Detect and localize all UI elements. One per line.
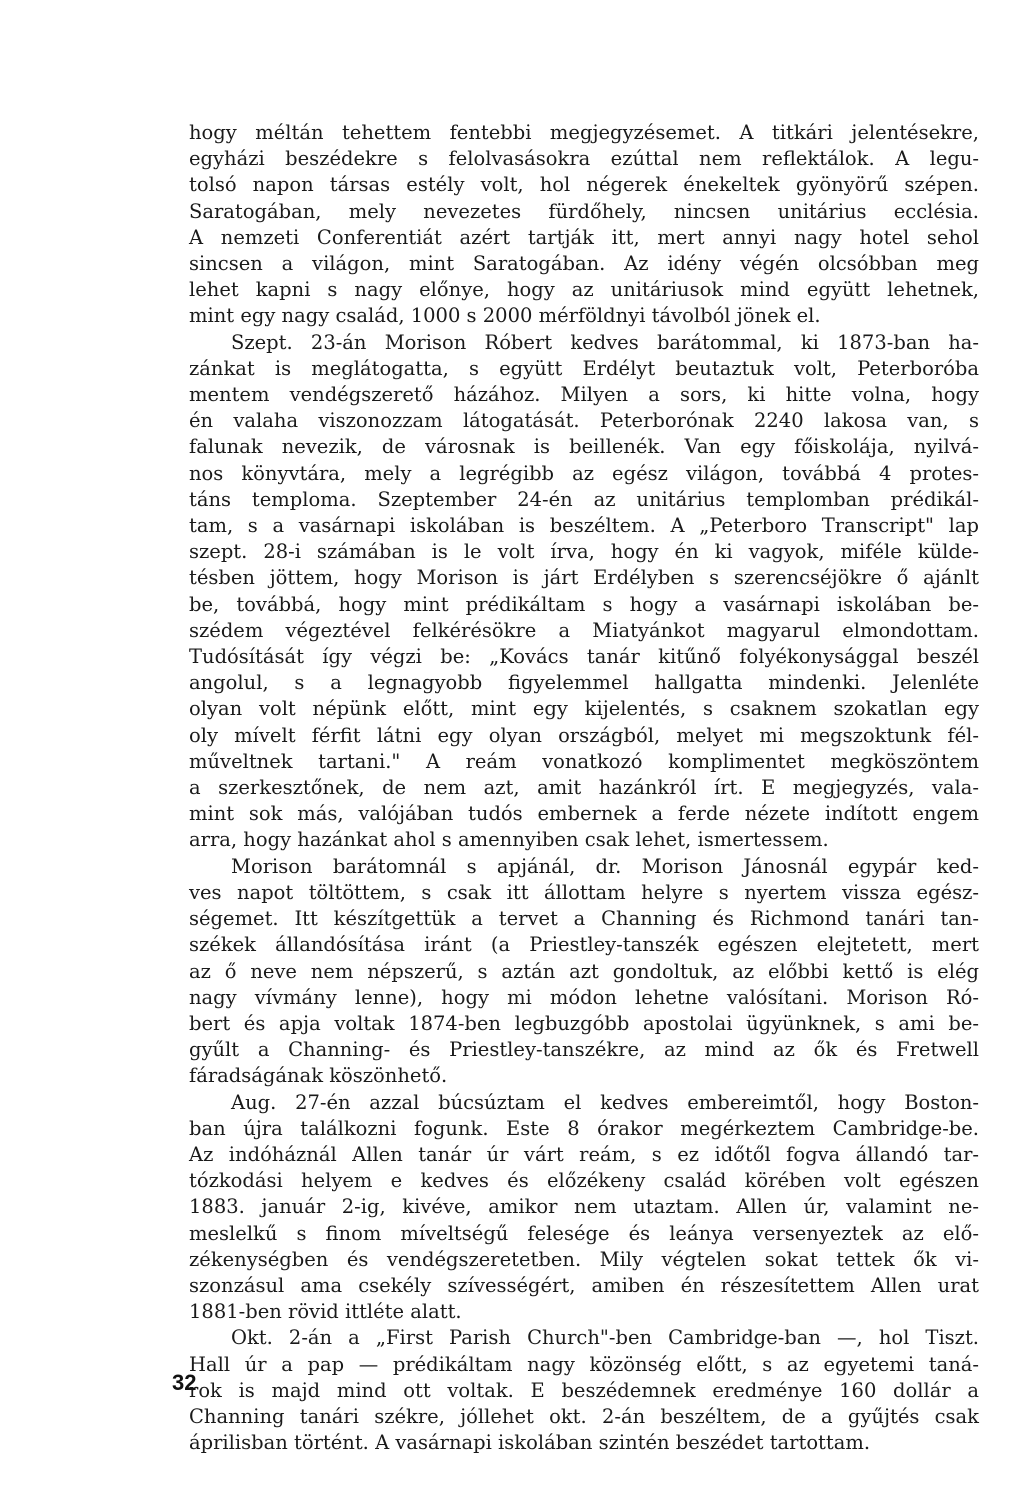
paragraph [189, 330, 979, 854]
text-line: az ő neve nem népszerű, s aztán azt gondoltuk, az előbbi kettő is elég [189, 959, 979, 983]
text-line: oly mívelt férfit látni egy olyan országból, melyet mi megszoktunk fél- [189, 723, 979, 747]
text-line: tolsó napon társas estély volt, hol négerek énekeltek gyönyörű szépen. [189, 173, 979, 197]
text-line: Tudósítását így végzi be: „Kovács tanár kitűnő folyékonysággal beszél [189, 645, 979, 669]
text-line: arra, hogy hazánkat ahol s amennyiben csak lehet, ismertessem. [189, 828, 829, 852]
text-line: áprilisban történt. A vasárnapi iskolában szintén beszédet tartottam. [189, 1431, 871, 1455]
text-line: ségemet. Itt készítgettük a tervet a Channing és Richmond tanári tan- [189, 907, 979, 931]
text-line: székek állandósítása iránt (a Priestley-tanszék egészen elejtetett, mert [189, 933, 979, 957]
text-line: bert és apja voltak 1874-ben legbuzgóbb apostolai ügyünknek, s ami be- [189, 1011, 979, 1035]
text-line: 1881-ben rövid ittléte alatt. [189, 1300, 462, 1324]
text-line: 1883. január 2-ig, kivéve, amikor nem utaztam. Allen úr, valamint ne- [189, 1195, 979, 1219]
page-number: 32 [172, 1370, 197, 1395]
paragraph [189, 120, 979, 330]
text-line: én valaha viszonozzam látogatását. Peterborónak 2240 lakosa van, s [189, 409, 979, 433]
text-line: nos könyvtára, mely a legrégibb az egész világon, továbbá 4 protes- [189, 461, 979, 485]
text-line: lehet kapni s nagy előnye, hogy az unitáriusok mind együtt lehetnek, [189, 278, 979, 302]
text-line: olyan volt népünk előtt, mint egy kijelentés, s csaknem szokatlan egy [189, 697, 979, 721]
text-line: a szerkesztőnek, de nem azt, amit hazánkról írt. E megjegyzés, vala- [189, 776, 979, 800]
text-line: tózkodási helyem e kedves és előzékeny család körében volt egészen [189, 1169, 979, 1193]
text-line: be, továbbá, hogy mint prédikáltam s hogy a vasárnapi iskolában be- [189, 592, 979, 616]
text-line: Aug. 27-én azzal búcsúztam el kedves embereimtől, hogy Boston- [231, 1090, 979, 1114]
text-line: sincsen a világon, mint Saratogában. Az idény végén olcsóbban meg [189, 252, 979, 276]
text-line: fáradságának köszönhető. [189, 1064, 448, 1088]
text-line: hogy méltán tehettem fentebbi megjegyzésemet. A titkári jelentésekre, [189, 121, 979, 144]
text-line: Hall úr a pap — prédikáltam nagy közönség előtt, s az egyetemi taná- [189, 1352, 979, 1376]
text-line: nagy vívmány lenne), hogy mi módon lehetne valósítani. Morison Ró- [189, 985, 979, 1009]
text-line: rok is majd mind ott voltak. E beszédemnek eredménye 160 dollár a [189, 1378, 979, 1402]
text-line: Morison barátomnál s apjánál, dr. Morison Jánosnál egypár ked- [231, 854, 979, 878]
text-line: tam, s a vasárnapi iskolában is beszéltem. A „Peterboro Transcript" lap [189, 514, 979, 538]
text-line: Szept. 23-án Morison Róbert kedves barátommal, ki 1873-ban ha- [231, 330, 979, 354]
text-line: mint egy nagy család, 1000 s 2000 mérföldnyi távolból jönek el. [189, 304, 821, 328]
paragraph [189, 1090, 979, 1326]
text-line: Okt. 2-án a „First Parish Church"-ben Cambridge-ban —, hol Tiszt. [231, 1326, 979, 1350]
text-line: szonzásul ama csekély szívességért, amiben én részesítettem Allen urat [189, 1273, 979, 1297]
text-line: angolul, s a legnagyobb figyelemmel hallgatta mindenki. Jelenléte [189, 671, 979, 695]
text-line: meslelkű s finom míveltségű felesége és leánya versenyeztek az elő- [189, 1221, 979, 1245]
text-line: Az indóháznál Allen tanár úr várt reám, s ez időtől fogva állandó tar- [189, 1142, 979, 1166]
text-line: mint sok más, valójában tudós embernek a ferde nézete indított engem [189, 802, 979, 826]
text-line: Saratogában, mely nevezetes fürdőhely, nincsen unitárius ecclésia. [189, 199, 979, 223]
text-line: Channing tanári székre, jóllehet okt. 2-án beszéltem, de a gyűjtés csak [189, 1404, 979, 1428]
text-line: A nemzeti Conferentiát azért tartják itt, mert annyi nagy hotel sehol [189, 225, 979, 249]
text-line: egyházi beszédekre s felolvasásokra ezúttal nem reflektálok. A legu- [189, 147, 979, 171]
text-line: szédem végeztével felkérésökre a Miatyánkot magyarul elmondottam. [189, 618, 979, 642]
text-line: műveltnek tartani." A reám vonatkozó komplimentet megköszöntem [189, 749, 979, 773]
text-line: mentem vendégszerető házához. Milyen a sors, ki hitte volna, hogy [189, 383, 979, 407]
text-line: zánkat is meglátogatta, s együtt Erdélyt beutaztuk volt, Peterboróba [189, 356, 979, 380]
text-line: ves napot töltöttem, s csak itt állottam helyre s nyertem vissza egész- [189, 880, 979, 904]
text-line: zékenységben és vendégszeretetben. Mily végtelen sokat tettek ők vi- [189, 1247, 979, 1271]
text-line: ban újra találkozni fogunk. Este 8 órakor megérkeztem Cambridge-be. [189, 1116, 979, 1140]
paragraph [189, 1325, 979, 1456]
text-line: gyűlt a Channing- és Priestley-tanszékre, az mind az ők és Fretwell [189, 1038, 979, 1062]
text-line: falunak nevezik, de városnak is beillenék. Van egy főiskolája, nyilvá- [189, 435, 979, 459]
text-line: tésben jöttem, hogy Morison is járt Erdélyben s szerencséjökre ő ajánlt [189, 566, 979, 590]
paragraph [189, 854, 979, 1090]
text-line: táns temploma. Szeptember 24-én az unitárius templomban prédikál- [189, 487, 979, 511]
text-line: szept. 28-i számában is le volt írva, hogy én ki vagyok, miféle külde- [189, 540, 979, 564]
page-text-body [189, 120, 979, 1456]
